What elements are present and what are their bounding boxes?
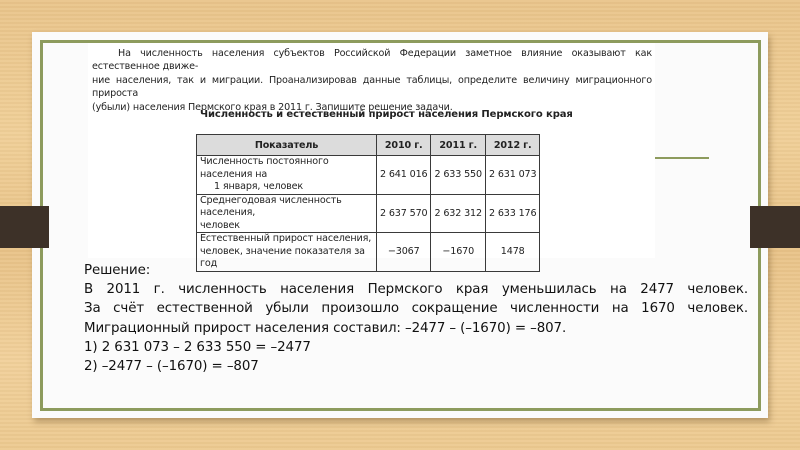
cell-2012: 2 633 176 (485, 194, 539, 233)
intro-line-1: На численность населения субъектов Российской Федерации заметное влияние оказывают как естественное движе- (92, 48, 652, 73)
table-title: Численность и естественный прирост населения Пермского края (200, 109, 573, 120)
task-image (88, 43, 655, 269)
cell-2010: 2 637 570 (377, 194, 431, 233)
header-2011: 2011 г. (431, 135, 485, 156)
row-label: Среднегодовая численность населения, человек (197, 194, 377, 233)
row-label: Численность постоянного населения на 1 января, человек (197, 156, 377, 195)
cell-2011: −1670 (431, 233, 485, 272)
solution-step-1: 1) 2 631 073 – 2 633 550 = –2477 (84, 339, 311, 355)
intro-line-3: (убыли) населения Пермского края в 2011 г. Запишите решение задачи. (92, 101, 453, 113)
cell-2012: 1478 (485, 233, 539, 272)
row-label: Естественный прирост населения, человек, значение показателя за год (197, 233, 377, 272)
solution-block (84, 261, 748, 376)
header-indicator: Показатель (197, 135, 377, 156)
solution-heading: Решение: (84, 263, 151, 278)
header-2012: 2012 г. (485, 135, 539, 156)
cell-2011: 2 632 312 (431, 194, 485, 233)
table-row (197, 156, 540, 195)
table-header-row (197, 135, 540, 156)
accent-line (655, 157, 709, 159)
solution-step-2: 2) –2477 – (–1670) = –807 (84, 359, 259, 375)
right-decorative-tab (750, 206, 800, 248)
task-intro (92, 47, 652, 114)
cell-2011: 2 633 550 (431, 156, 485, 195)
solution-line-2: За счёт естественной убыли произошло сокращение численности на 1670 человек. (84, 301, 748, 317)
header-2010: 2010 г. (377, 135, 431, 156)
population-table (196, 134, 540, 272)
intro-line-2: ние населения, так и миграции. Проанализировав данные таблицы, определите величину миграционного прироста (92, 74, 652, 100)
cell-2010: 2 641 016 (377, 156, 431, 195)
left-decorative-tab (0, 206, 49, 248)
cell-2010: −3067 (377, 233, 431, 272)
table-row (197, 194, 540, 233)
cell-2012: 2 631 073 (485, 156, 539, 195)
solution-line-1: В 2011 г. численность населения Пермского края уменьшилась на 2477 человек. (84, 282, 748, 298)
solution-line-3: Миграционный прирост населения составил: –2477 – (–1670) = –807. (84, 320, 567, 336)
